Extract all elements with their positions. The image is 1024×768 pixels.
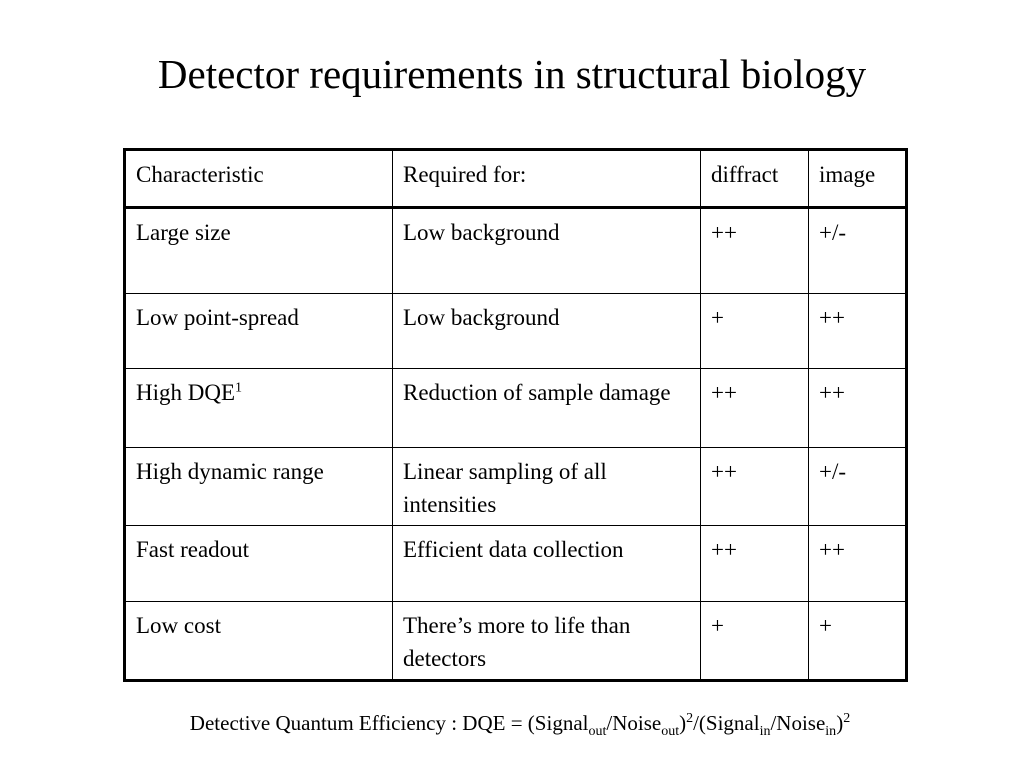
cell-required-for: Reduction of sample damage bbox=[393, 369, 701, 448]
cell-image: + bbox=[809, 602, 907, 681]
table-row bbox=[125, 602, 907, 681]
table-row bbox=[125, 294, 907, 369]
footnote-text: ) bbox=[679, 711, 687, 735]
cell-diffract: ++ bbox=[701, 369, 809, 448]
cell-required-for: Low background bbox=[393, 208, 701, 294]
subscript-out: out bbox=[588, 724, 607, 740]
cell-image: ++ bbox=[809, 294, 907, 369]
table-row bbox=[125, 448, 907, 526]
footnote-prefix: Detective Quantum Efficiency : DQE = (Signal bbox=[189, 711, 589, 735]
cell-diffract: ++ bbox=[701, 448, 809, 526]
cell-diffract: + bbox=[701, 294, 809, 369]
slide-title: Detector requirements in structural biology bbox=[157, 51, 867, 97]
footnote-text: /Noise bbox=[770, 711, 826, 735]
footnote-text: /(Signal bbox=[693, 711, 760, 735]
subscript-in: in bbox=[759, 724, 771, 740]
footnote-text: /Noise bbox=[606, 711, 662, 735]
cell-image: ++ bbox=[809, 526, 907, 602]
cell-diffract: + bbox=[701, 602, 809, 681]
cell-required-for: Low background bbox=[393, 294, 701, 369]
cell-image: ++ bbox=[809, 369, 907, 448]
footnote-marker: 1 bbox=[235, 380, 243, 396]
cell-characteristic: Low point-spread bbox=[125, 294, 393, 369]
requirements-table bbox=[123, 148, 908, 682]
superscript-2: 2 bbox=[843, 711, 851, 726]
subscript-out: out bbox=[661, 724, 680, 740]
cell-characteristic: Large size bbox=[125, 208, 393, 294]
cell-image: +/- bbox=[809, 448, 907, 526]
cell-required-for: Linear sampling of all intensities bbox=[393, 448, 701, 526]
table-row bbox=[125, 208, 907, 294]
cell-characteristic: Fast readout bbox=[125, 526, 393, 602]
cell-required-for: Efficient data collection bbox=[393, 526, 701, 602]
superscript-2: 2 bbox=[686, 711, 694, 726]
cell-diffract: ++ bbox=[701, 526, 809, 602]
header-diffract: diffract bbox=[701, 150, 809, 208]
table-row bbox=[125, 369, 907, 448]
table-row bbox=[125, 526, 907, 602]
cell-characteristic: High dynamic range bbox=[125, 448, 393, 526]
subscript-in: in bbox=[825, 724, 837, 740]
header-required-for: Required for: bbox=[393, 150, 701, 208]
footnote-text: ) bbox=[836, 711, 844, 735]
cell-image: +/- bbox=[809, 208, 907, 294]
cell-characteristic: Low cost bbox=[125, 602, 393, 681]
cell-characteristic-text: High DQE bbox=[136, 380, 236, 405]
dqe-footnote bbox=[0, 708, 1024, 738]
table-header-row bbox=[125, 150, 907, 208]
cell-required-for: There’s more to life than detectors bbox=[393, 602, 701, 681]
header-image: image bbox=[809, 150, 907, 208]
cell-diffract: ++ bbox=[701, 208, 809, 294]
header-characteristic: Characteristic bbox=[125, 150, 393, 208]
cell-characteristic bbox=[125, 369, 393, 448]
